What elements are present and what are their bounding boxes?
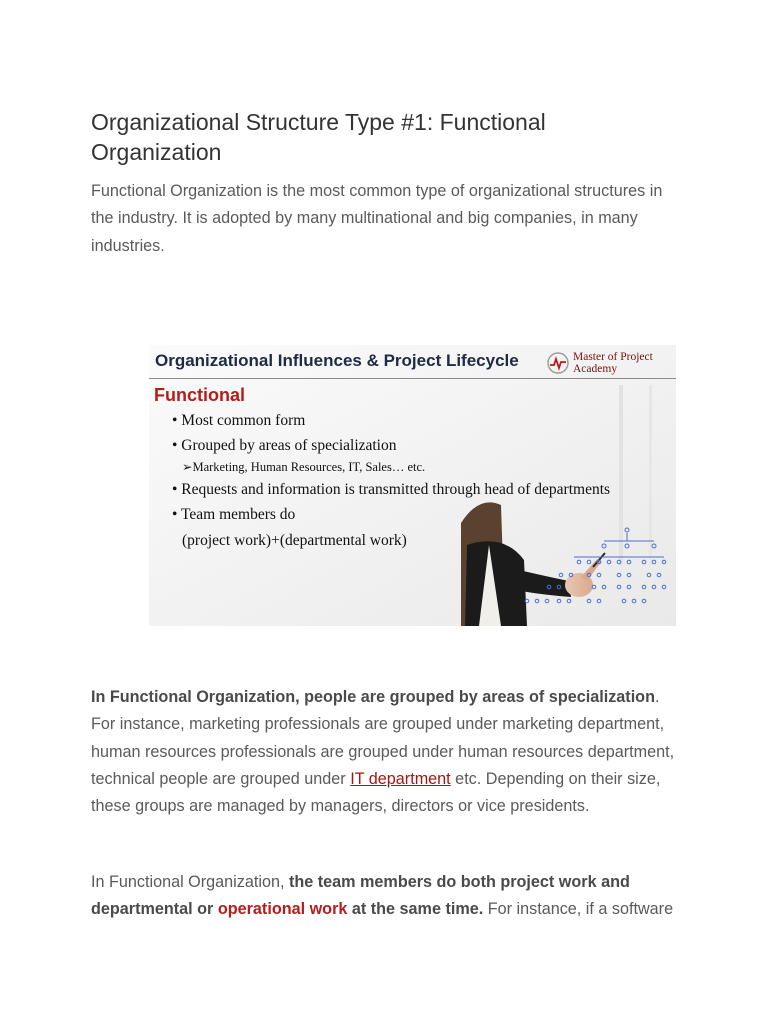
academy-logo-icon — [546, 351, 570, 375]
academy-logo-text — [573, 351, 653, 375]
intro-paragraph: Functional Organization is the most common type of organizational structures in the industry. It is adopted by many multinational and big companies, in many industries. — [91, 182, 663, 255]
slide-sub-bullet: ➢Marketing, Human Resources, IT, Sales… etc. — [182, 460, 426, 474]
slide-bullet: • Grouped by areas of specialization — [172, 437, 397, 454]
specialization-text-a: . For instance, marketing professionals are grouped under marketing department, human resources professionals are grouped under human resources department, technical people are grouped under — [91, 688, 675, 788]
slide-bullet: • Most common form — [172, 412, 306, 429]
specialization-text-b: etc. Depending on their size, these groups are managed by managers, directors or vice presidents. — [91, 769, 661, 816]
slide-bullet-continuation: (project work)+(departmental work) — [182, 532, 407, 549]
article-heading: Organizational Structure Type #1: Functional Organization — [91, 109, 546, 165]
slide-title: Organizational Influences & Project Lifecycle — [155, 351, 519, 370]
academy-logo — [546, 351, 674, 377]
slide-bullet: • Team members do — [172, 506, 296, 523]
it-department-link[interactable]: IT department — [350, 769, 451, 788]
team-bold-a: the team members do both project work and departmental or — [91, 873, 630, 919]
team-tail: For instance, if a software — [483, 900, 674, 919]
logo-line-1: Master of Project — [573, 351, 653, 363]
slide-image — [149, 345, 676, 626]
slide-bullet: • Requests and information is transmitted through head of departments — [172, 481, 611, 498]
specialization-paragraph — [91, 684, 681, 820]
slide-divider — [149, 378, 676, 379]
logo-line-2: Academy — [573, 363, 618, 375]
slide-subtitle: Functional — [154, 385, 245, 405]
operational-work-link[interactable]: operational work — [217, 900, 348, 919]
team-lead: In Functional Organization, — [91, 873, 289, 891]
team-members-paragraph — [91, 869, 681, 924]
specialization-lead: In Functional Organization, people are grouped by areas of specialization — [91, 688, 655, 706]
team-bold-b: at the same time. — [347, 900, 484, 919]
